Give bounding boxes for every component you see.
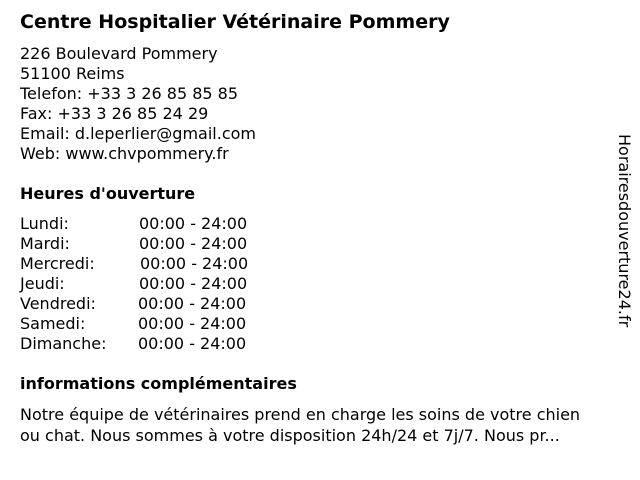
time-range: 00:00 - 24:00	[139, 274, 248, 293]
day-label: Samedi:	[20, 314, 86, 333]
site-brand-watermark	[612, 134, 636, 364]
day-label: Mardi:	[20, 234, 70, 253]
address-block	[20, 44, 256, 164]
city-address: 51100 Reims	[20, 64, 125, 83]
time-range: 00:00 - 24:00	[139, 234, 248, 253]
opening-hours-heading: Heures d'ouverture	[20, 184, 196, 203]
day-label: Jeudi:	[20, 274, 65, 293]
additional-info-heading: informations complémentaires	[20, 374, 297, 393]
time-range: 00:00 - 24:00	[140, 254, 249, 273]
time-range: 00:00 - 24:00	[138, 294, 247, 313]
day-label: Mercredi:	[20, 254, 95, 273]
description-line: Notre équipe de vétérinaires prend en charge les soins de votre chien	[20, 405, 581, 424]
email-address: Email: d.leperlier@gmail.com	[20, 124, 256, 143]
description-line: ou chat. Nous sommes à votre disposition 24h/24 et 7j/7. Nous pr...	[20, 426, 560, 445]
website: Web: www.chvpommery.fr	[20, 144, 229, 163]
day-label: Dimanche:	[20, 334, 107, 353]
page-title: Centre Hospitalier Vétérinaire Pommery	[20, 11, 450, 33]
street-address: 226 Boulevard Pommery	[20, 44, 218, 63]
time-range: 00:00 - 24:00	[138, 334, 247, 353]
site-brand-text: Horairesdouverture24.fr	[615, 134, 634, 328]
day-label: Vendredi:	[20, 294, 96, 313]
day-label: Lundi:	[20, 214, 69, 233]
fax-number: Fax: +33 3 26 85 24 29	[20, 104, 209, 123]
description-text	[20, 404, 630, 446]
time-range: 00:00 - 24:00	[138, 314, 247, 333]
time-range: 00:00 - 24:00	[139, 214, 248, 233]
phone-number: Telefon: +33 3 26 85 85 85	[20, 84, 239, 103]
